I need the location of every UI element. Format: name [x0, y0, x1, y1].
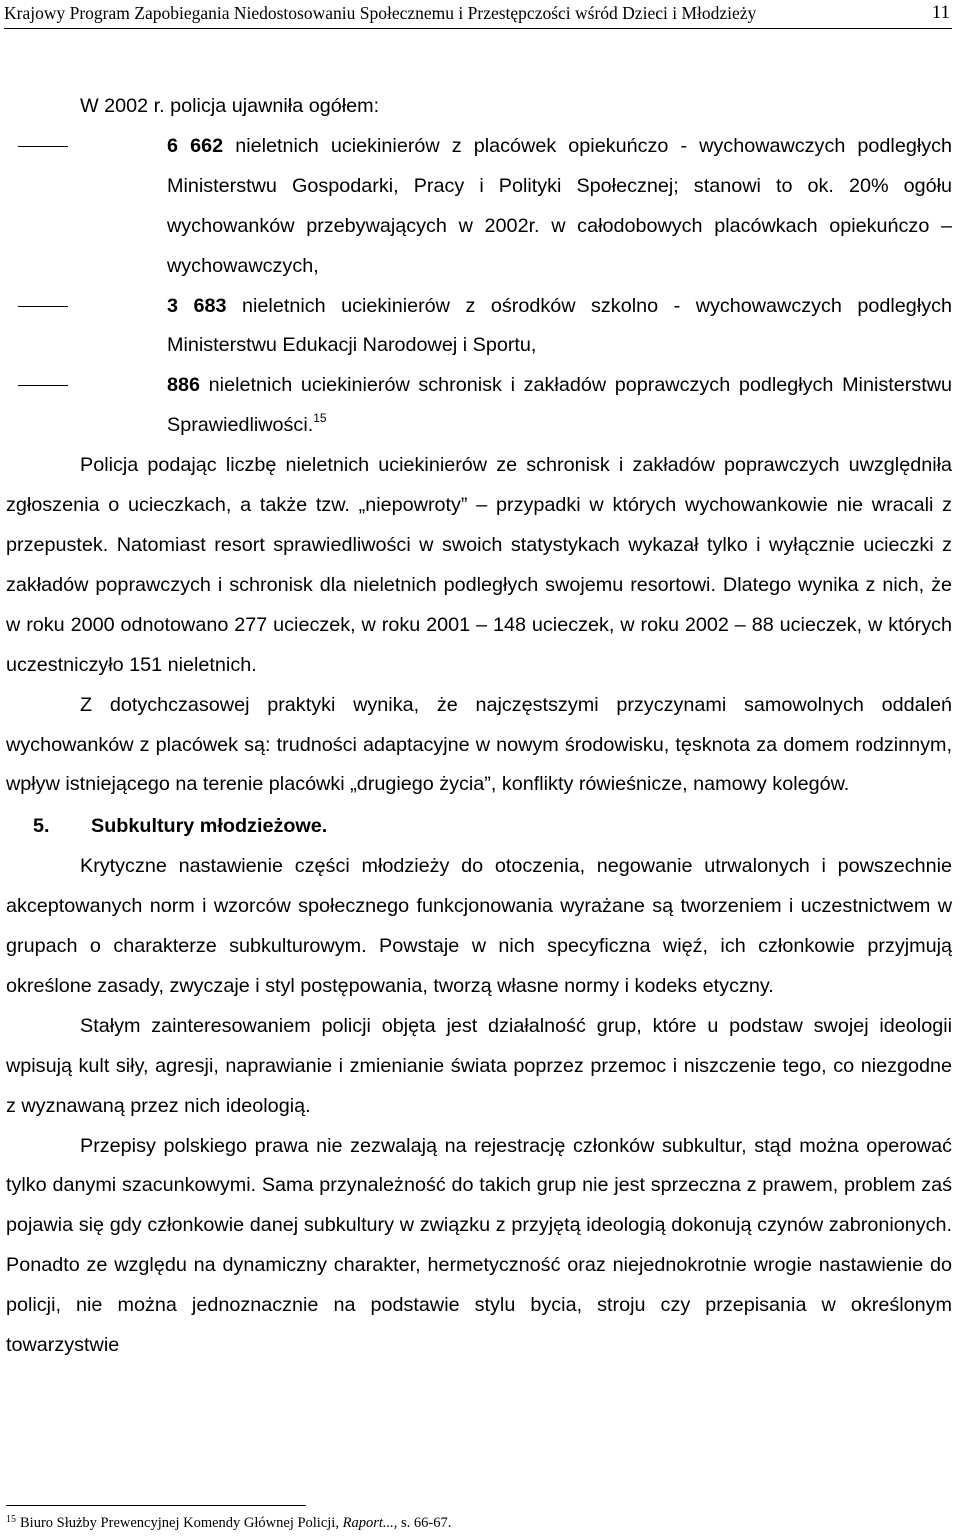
footnote-pages: , s. 66-67. — [393, 1515, 452, 1531]
list-item — [6, 366, 952, 446]
dash-bullet — [18, 385, 68, 386]
list-item-number: 6 662 — [167, 134, 224, 157]
section-heading — [6, 807, 952, 847]
paragraph-runaway-causes: Z dotychczasowej praktyki wynika, że najczęstszymi przyczynami samowolnych oddaleń wychowanków z placówek są: trudności adaptacyjne w nowym środowisku, tęsknota za domem rodzinnym, wpływ istniejącego na terenie placówki „drugiego życia”, konflikty rówieśnicze, namowy kolegów. — [6, 693, 952, 796]
list-item — [6, 287, 952, 367]
footnote-reference[interactable]: 15 — [313, 411, 327, 426]
statistics-list — [6, 127, 952, 446]
paragraph-subcultures-intro: Krytyczne nastawienie części młodzieży do otoczenia, negowanie utrwalonych i powszechnie akceptowanych norm i wzorców społecznego funkcjonowania wyrażane są tworzeniem i uczestnictwem w grupach o charakterze subkulturowym. Powstaje w nich specyficzna więź, ich członkowie przyjmują określone zasady, zwyczaje i styl postępowania, tworzą własne normy i kodeks etyczny. — [6, 855, 952, 997]
paragraph-legal-regulations: Przepisy polskiego prawa nie zezwalają na rejestrację członków subkultur, stąd można operować tylko danymi szacunkowymi. Sama przynależność do takich grup nie jest sprzeczna z prawem, problem zaś pojawia się gdy członkowie danej subkultury w związku z przyjętą ideologią dokonują czynów zabronionych. Ponadto ze względu na dynamiczny charakter, hermetyczność oraz niejednokrotnie wrogie nastawienie do policji, nie można jednoznacznie na podstawie stylu bycia, stroju czy przepisania w określonym towarzystwie — [6, 1134, 952, 1357]
dash-bullet — [18, 146, 68, 147]
paragraph-police-statistics: Policja podając liczbę nieletnich uciekinierów ze schronisk i zakładów poprawczych uwzględniła zgłoszenia o ucieczkach, a także tzw. „niepowroty” – przypadki w których wychowankowie nie wracali z przepustek. Natomiast resort sprawiedliwości w swoich statystykach wykazał tylko i wyłącznie ucieczki z zakładów poprawczych i schronisk dla nieletnich podległych swojemu resortowi. Dlatego wynika z nich, że w roku 2000 odnotowano 277 ucieczek, w roku 2001 – 148 ucieczek, w roku 2002 – 88 ucieczek, w których uczestniczyło 151 nieletnich. — [6, 454, 952, 676]
page-number: 11 — [931, 2, 950, 23]
paragraph-police-interest: Stałym zainteresowaniem policji objęta jest działalność grup, które u podstaw swojej ideologii wpisują kult siły, agresji, naprawianie i zmienianie świata poprzez przemoc i niszczenie tego, co niezgodne z wyznawaną przez nich ideologią. — [6, 1014, 952, 1117]
footnote-divider — [6, 1505, 306, 1506]
section-number: 5. — [33, 815, 50, 838]
footnote — [6, 1514, 451, 1532]
footnote-number: 15 — [6, 1514, 16, 1525]
document-body — [6, 87, 952, 1366]
list-item-text: nieletnich uciekinierów z placówek opiekuńczo - wychowawczych podległych Ministerstwu Gospodarki, Pracy i Polityki Społecznej; stanowi to ok. 20% ogółu wychowanków przebywających w 2002r. w całodobowych placówkach opiekuńczo – wychowawczych, — [167, 134, 952, 277]
list-item-text: nieletnich uciekinierów z ośrodków szkolno - wychowawczych podległych Ministerstwu Edukacji Narodowej i Sportu, — [167, 294, 952, 357]
header-title: Krajowy Program Zapobiegania Niedostosowaniu Społecznemu i Przestępczości wśród Dzieci i Młodzieży — [4, 3, 757, 23]
section-title: Subkultury młodzieżowe. — [91, 815, 328, 838]
intro-line: W 2002 r. policja ujawniła ogółem: — [80, 95, 380, 117]
list-item-text: nieletnich uciekinierów schronisk i zakładów poprawczych podległych Ministerstwu Sprawiedliwości. — [167, 374, 952, 437]
footnote-italic-title: Raport... — [342, 1515, 394, 1531]
list-item — [6, 127, 952, 287]
dash-bullet — [18, 306, 68, 307]
footnote-text: Biuro Służby Prewencyjnej Komendy Głównej Policji, — [20, 1515, 343, 1531]
list-item-number: 886 — [167, 374, 201, 397]
page-header — [4, 0, 952, 29]
list-item-number: 3 683 — [167, 294, 227, 317]
